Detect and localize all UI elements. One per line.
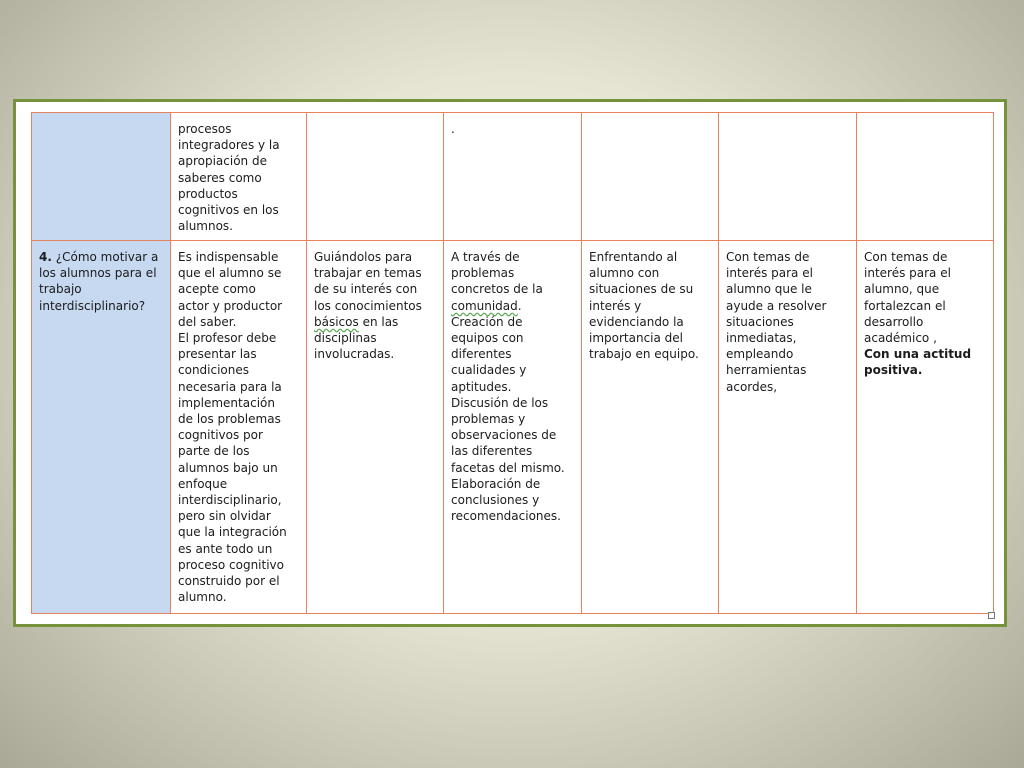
slide-frame [13, 99, 1007, 627]
table-cell [582, 113, 719, 241]
table-cell: procesos integradores y la apropiación de saberes como productos cognitivos en los alumnos. [171, 113, 307, 241]
question-cell [32, 241, 171, 614]
table-row [32, 113, 994, 241]
table-cell [857, 241, 994, 614]
table-cell [857, 113, 994, 241]
question-number: 4. [39, 250, 52, 264]
cell-text: en las disciplinas involucradas. [314, 314, 399, 362]
cell-text: . Creación de equipos con diferentes cualidades y aptitudes. Discusión de los problemas y observaciones de las diferentes facetas del mismo. Elaboración de conclusiones y recomendaciones. [451, 298, 565, 524]
content-table [31, 112, 994, 614]
spellcheck-word: comunidad [451, 298, 518, 313]
cell-text-bold: Con una actitud positiva. [864, 347, 972, 378]
cell-text: Guiándolos para trabajar en temas de su interés con los conocimientos [314, 250, 422, 313]
table-cell: Enfrentando al alumno con situaciones de su interés y evidenciando la importancia del trabajo en equipo. [582, 241, 719, 614]
table-cell [444, 241, 582, 614]
table-cell: . [444, 113, 582, 241]
table-cell [719, 113, 857, 241]
table-cell [307, 241, 444, 614]
spellcheck-word: básicos [314, 314, 359, 329]
cell-text: A través de problemas concretos de la [451, 250, 543, 297]
cell-text: Con temas de interés para el alumno, que fortalezcan el desarrollo académico , [864, 250, 951, 346]
question-cell-empty [32, 113, 171, 241]
resize-handle[interactable] [988, 612, 995, 619]
question-text: ¿Cómo motivar a los alumnos para el trabajo interdisciplinario? [39, 250, 159, 313]
table-cell: Con temas de interés para el alumno que le ayude a resolver situaciones inmediatas, empleando herramientas acordes, [719, 241, 857, 614]
table-row [32, 241, 994, 614]
table-cell: Es indispensable que el alumno se acepte como actor y productor del saber. El profesor debe presentar las condiciones necesaria para la implementación de los problemas cognitivos por parte de los alumnos bajo un enfoque interdisciplinario, pero sin olvidar que la integración es ante todo un proceso cognitivo construido por el alumno. [171, 241, 307, 614]
table-cell [307, 113, 444, 241]
